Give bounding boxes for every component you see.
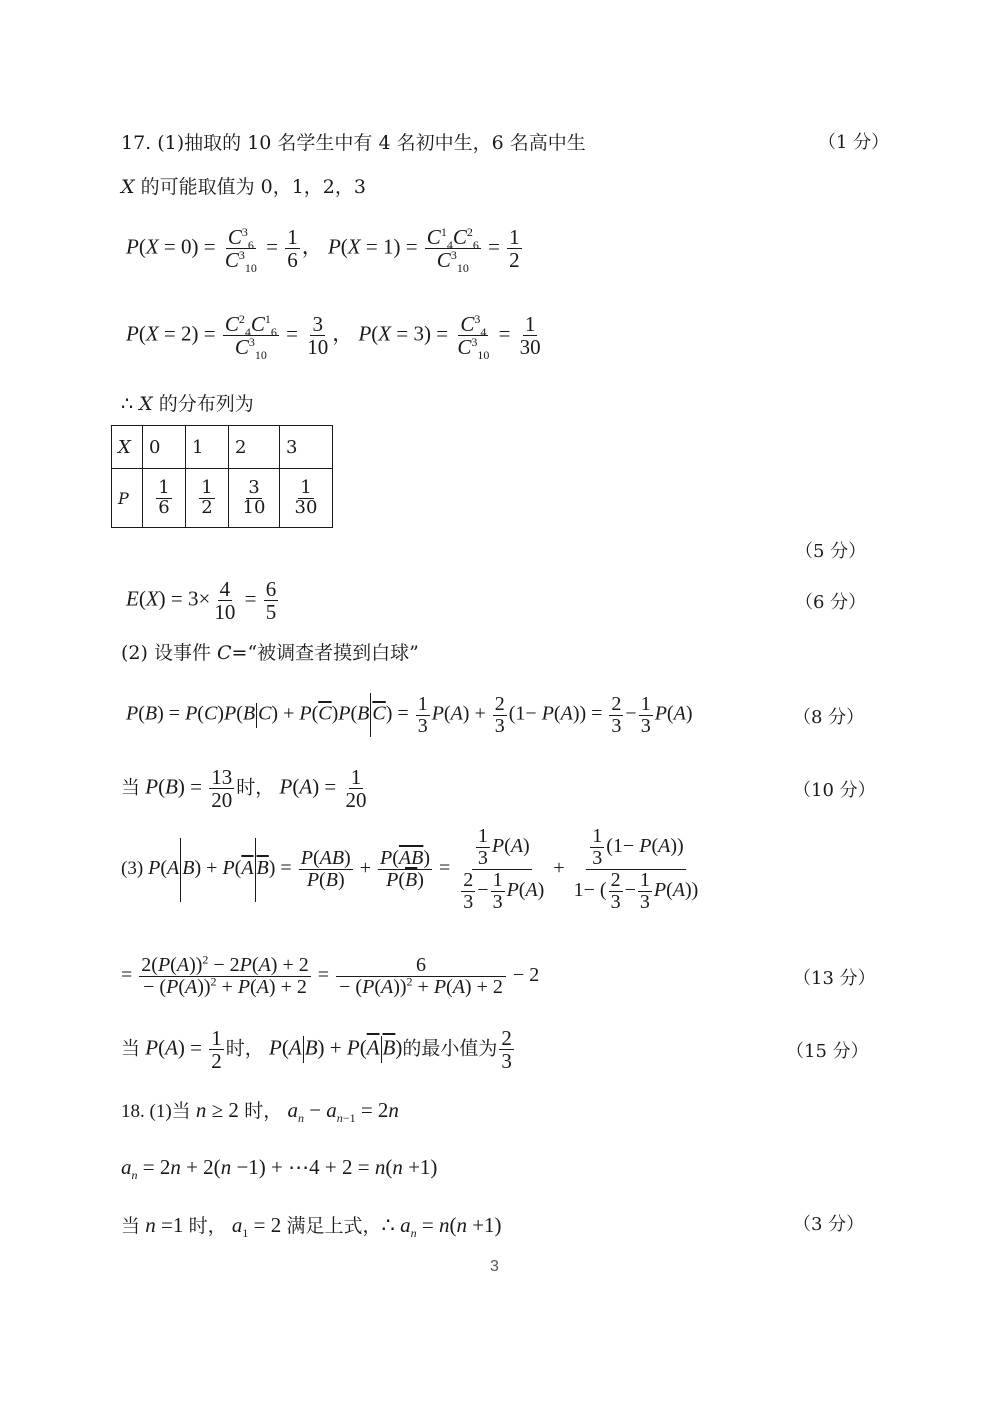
table-cell: P [112,469,143,528]
distribution-table [111,425,333,528]
table-cell: $\frac{1}{6}$ [143,469,186,528]
expectation-line: E(X) = 3× $\frac{4}{10}$ = $\frac{6}{5}$ [126,577,277,625]
when-pb-line: 当 P(B) = $\frac{13}{20}$ 时， P(A) = $\frac{1}{20}$ [121,765,367,813]
score-6: （6 分） [795,592,867,613]
table-cell: $\frac{3}{10}$ [229,469,280,528]
table-row-x [112,426,333,469]
q18-line-2: $a_n = 2n + 2(n -1)$ + ⋯4 + 2 = n(n +1) [121,1155,438,1183]
table-cell: 2 [229,426,280,469]
table-cell: 0 [143,426,186,469]
dist-label: ∴ X 的分布列为 [121,393,254,415]
table-cell: 1 [186,426,229,469]
table-cell: 3 [280,426,333,469]
q17-part1-line: 17. (1)抽取的 10 名学生中有 4 名初中生，6 名高中生 [121,132,586,154]
score-1: （1 分） [818,132,890,153]
part3-continuation: = $\frac{2(P(A))^2 - 2P(A) + 2}{- (P(A))^2 + P(A) + 2}$ = $\frac{6}{- (P(A))^2 + P(A) + 2}$ − 2 [121,952,540,998]
score-10: （10 分） [793,780,876,801]
pb-line: P(B) = P(C)P(B $C) + P(\overline{C})P(B$ $\overline{C}$) = $\frac{1}{3}$ P(A) + $\frac{2}{3}$ (1− P(A)) = $\frac{2}{3}$ − $\frac{1}{3}$ P(A) [126,692,693,737]
values-line: X 的可能取值为 0，1，2，3 [121,176,366,198]
prob-line-2: P(X = 2) = $\frac{C^2_4C^1_6}{C^3_{10}}$ = $\frac{3}{10}$ ， P(X = 3) = $\frac{C^3_4}{C^3_{10}}$ = $\frac{1}{30}$ [126,312,541,363]
part3-line: (3) P(A $B) + P(\overline{A}$ $\overline{B}$) = $\frac{P(AB)}{P(B)}$ + $\frac{P(\overline{AB})}{P(\overline{B})}$ = $\frac{1}{3}$ P(A) $\frac{2}{3}$ − $\frac{1}{3}$ P(A) + $\frac{1}{3}$ (1− P(A)) 1− ( $\frac{2}{3}$ − $\frac{1}{3}$ P(A)) [121,825,699,913]
table-cell: $\frac{1}{30}$ [280,469,333,528]
score-5: （5 分） [795,541,867,562]
q18-line-1: 18. (1)当 n ≥ 2 时， $a_n - a_{n-1} = 2n$ [121,1098,399,1126]
q18-line-3: 当 n =1 时， $a_1 = 2$ 满足上式，∴ $a_n = n(n +1)$ [121,1213,502,1241]
min-value-line: 当 P(A) = $\frac{1}{2}$ 时， P(A $B) + P(\overline{A}$ $\overline{B}$)的最小值为 $\frac{2}{3}$ [121,1026,512,1074]
part2-event: (2) 设事件 C=“被调查者摸到白球” [121,642,419,664]
table-row-p [112,469,333,528]
table-cell: $\frac{1}{2}$ [186,469,229,528]
score-13: （13 分） [793,968,876,989]
page-number: 3 [490,1258,499,1275]
score-8: （8 分） [793,707,865,728]
score-15: （15 分） [786,1041,869,1062]
score-3: （3 分） [793,1214,865,1235]
table-cell: X [112,426,143,469]
prob-line-1: P(X = 0) = $\frac{C^3_6}{C^3_{10}}$ = $\frac{1}{6}$ ， P(X = 1) = $\frac{C^1_4C^2_6}{C^3_{10}}$ = $\frac{1}{2}$ [126,225,520,276]
